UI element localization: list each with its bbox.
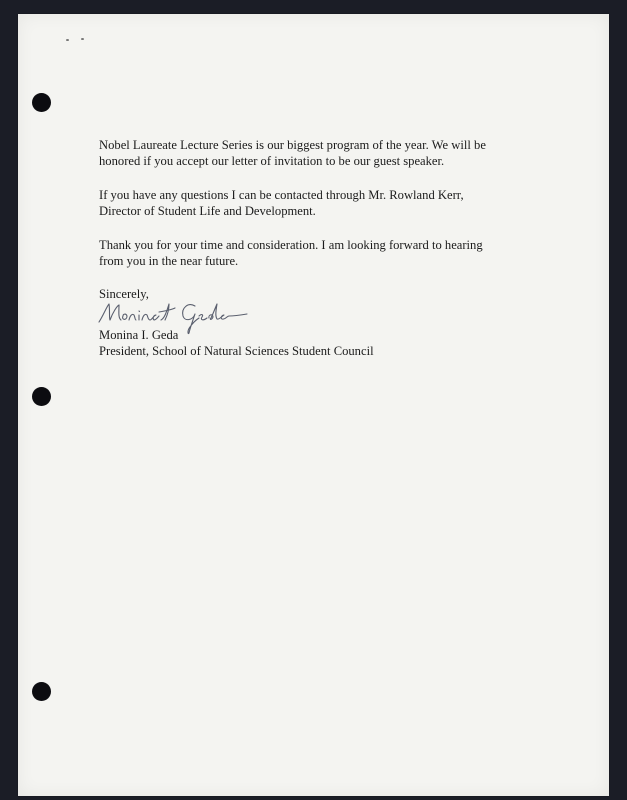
letter-body bbox=[99, 137, 559, 360]
punch-hole-middle bbox=[32, 387, 51, 406]
paragraph-contact: If you have any questions I can be contacted through Mr. Rowland Kerr, Director of Student Life and Development. bbox=[99, 187, 464, 219]
paper-specks bbox=[66, 38, 88, 42]
punch-hole-bottom bbox=[32, 682, 51, 701]
signature-area bbox=[99, 303, 559, 327]
paragraph-thanks: Thank you for your time and consideration. I am looking forward to hearing from you in the near future. bbox=[99, 237, 483, 269]
punch-hole-top bbox=[32, 93, 51, 112]
closing-salutation: Sincerely, bbox=[99, 287, 149, 302]
paragraph-invitation: Nobel Laureate Lecture Series is our biggest program of the year. We will be honored if you accept our letter of invitation to be our guest speaker. bbox=[99, 138, 486, 169]
handwritten-signature bbox=[95, 296, 265, 336]
signer-name: Monina I. Geda bbox=[99, 327, 179, 342]
paper-sheet bbox=[18, 14, 609, 796]
signer-title: President, School of Natural Sciences Student Council bbox=[99, 344, 374, 359]
